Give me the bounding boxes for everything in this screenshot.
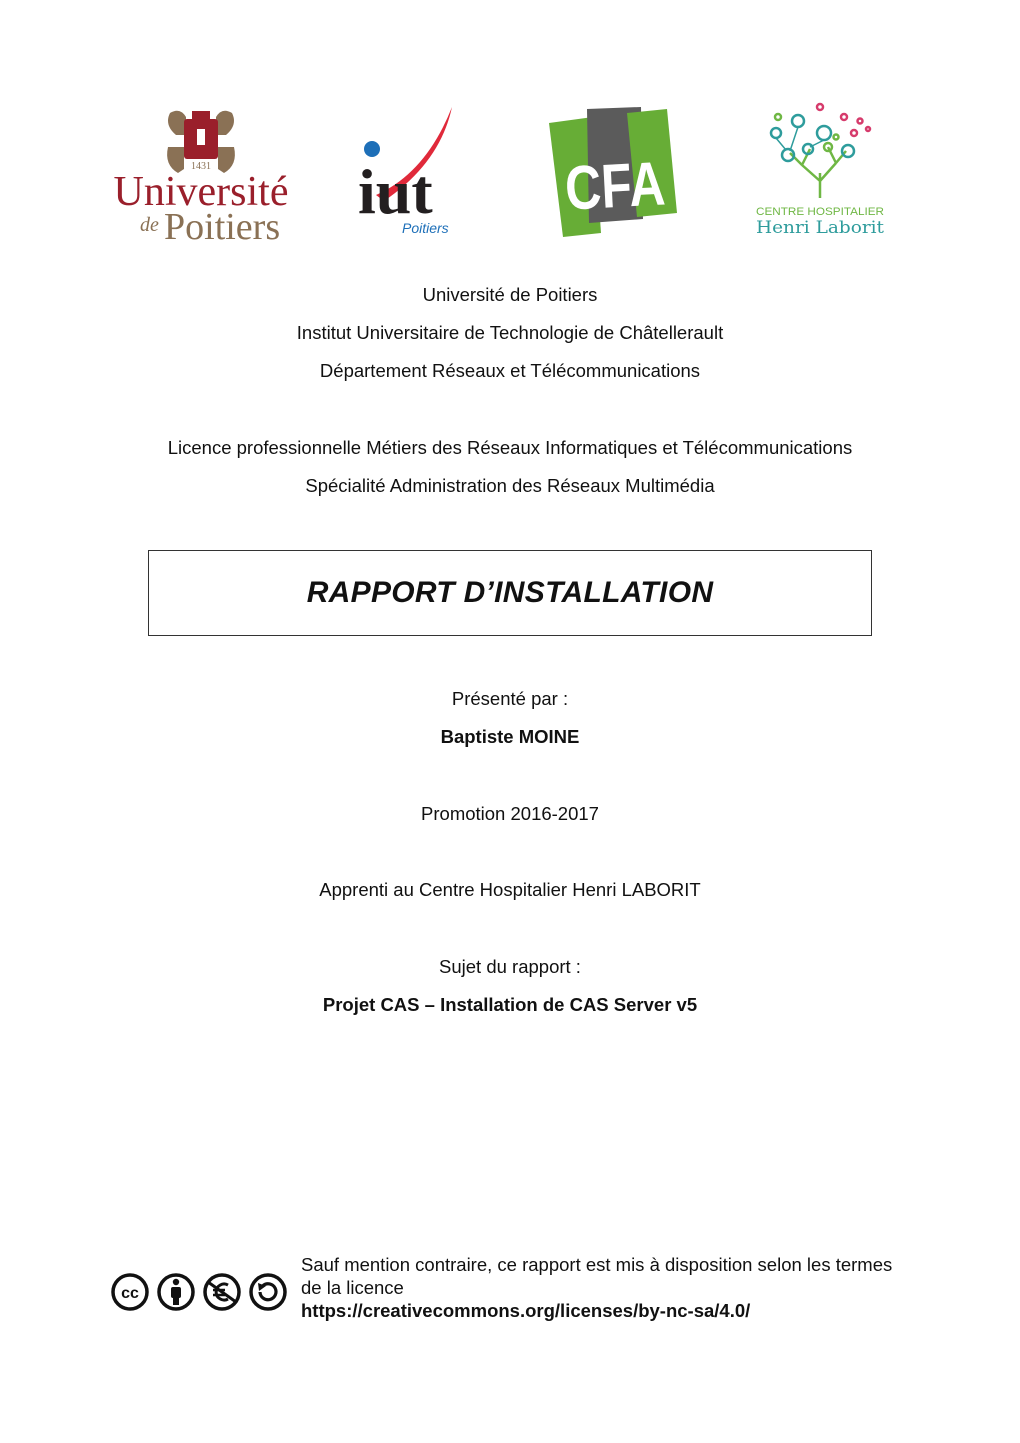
title-box (148, 550, 872, 636)
svg-text:cc: cc (121, 1285, 139, 1302)
license-url-link[interactable]: https://creativecommons.org/licenses/by-nc-sa/4.0/ (301, 1300, 751, 1321)
subject-title: Projet CAS – Installation de CAS Server v5 (322, 994, 698, 1015)
iut-swoosh-icon (356, 103, 466, 238)
cc-icon (110, 1272, 150, 1312)
license-notice (301, 1253, 901, 1322)
presented-by-label: Présenté par : (451, 688, 569, 709)
license-text: Sauf mention contraire, ce rapport est mis à disposition selon les termes de la licence (301, 1254, 893, 1298)
chhl-tree-icon (750, 103, 890, 238)
svg-text:de: de (140, 214, 159, 236)
svg-text:1431: 1431 (191, 161, 211, 172)
universite-crest-icon (96, 105, 306, 248)
svg-text:CFA: CFA (563, 148, 691, 224)
cc-license-badges (110, 1272, 290, 1314)
universite-poitiers-logo (96, 105, 306, 248)
svg-text:CENTRE HOSPITALIER: CENTRE HOSPITALIER (756, 206, 885, 218)
university-name: Université de Poitiers (422, 284, 598, 305)
cfa-icon (545, 105, 691, 237)
cfa-logo (545, 105, 691, 237)
svg-text:Université: Université (113, 169, 289, 215)
department-name: Département Réseaux et Télécommunications (319, 360, 701, 381)
author-name: Baptiste MOINE (440, 726, 580, 747)
sa-icon (248, 1272, 288, 1312)
svg-text:Poitiers: Poitiers (164, 206, 281, 248)
institute-name: Institut Universitaire de Technologie de Châtellerault (296, 322, 724, 343)
svg-text:Poitiers: Poitiers (402, 220, 449, 236)
specialty-name: Spécialité Administration des Réseaux Multimédia (305, 475, 715, 496)
nc-icon (202, 1272, 242, 1312)
chhl-logo (750, 103, 890, 238)
subject-label: Sujet du rapport : (439, 956, 581, 977)
iut-poitiers-logo (356, 103, 466, 238)
report-title: RAPPORT D’INSTALLATION (306, 576, 714, 609)
apprentice-info: Apprenti au Centre Hospitalier Henri LABORIT (319, 879, 701, 900)
licence-name: Licence professionnelle Métiers des Réseaux Informatiques et Télécommunications (167, 437, 853, 458)
svg-text:Henri Laborit: Henri Laborit (756, 218, 885, 238)
by-icon (156, 1272, 196, 1312)
svg-text:iut: iut (358, 156, 433, 227)
logo-strip (0, 95, 1020, 248)
promotion: Promotion 2016-2017 (421, 803, 599, 824)
